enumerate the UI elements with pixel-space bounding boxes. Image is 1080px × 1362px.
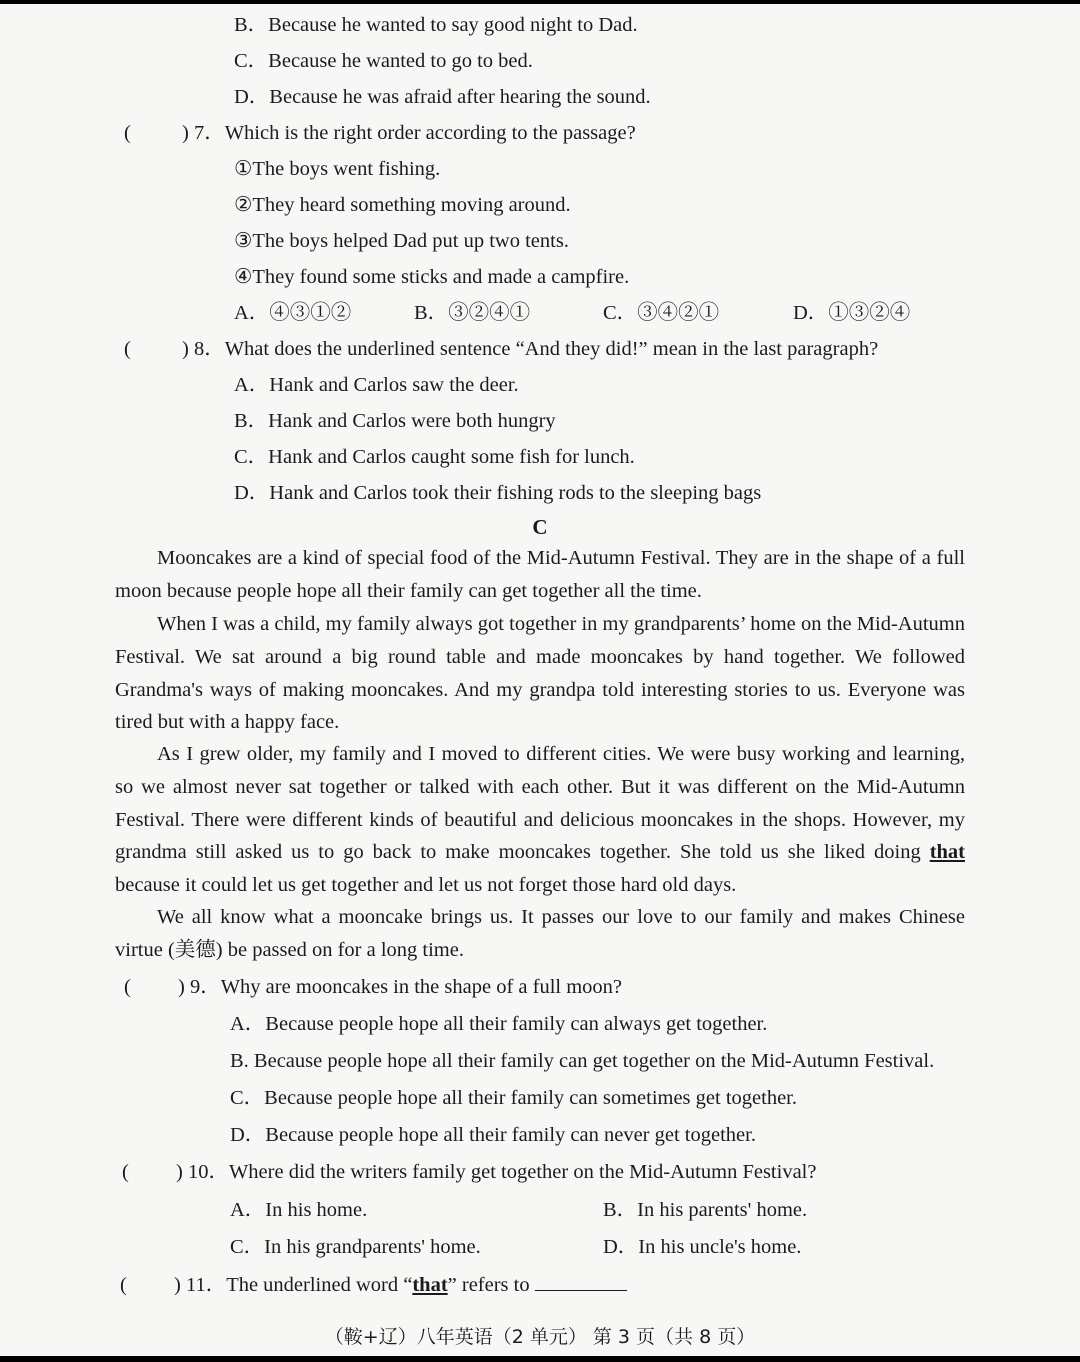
passage-paragraph-2-text: When I was a child, my family always got together in my grandparents’ home on the Mid-Autumn Festival. We sat around a big round table and made mooncakes by hand together. We followed Grandma's ways of making mooncakes. And my grandpa told interesting stories to us. Everyone was tired but with a happy face. bbox=[115, 613, 965, 734]
q8-answer-paren[interactable]: ( bbox=[124, 338, 131, 360]
q7-option-b: B．③②④① bbox=[414, 302, 531, 324]
q7-answer-paren[interactable]: ( bbox=[124, 122, 131, 144]
q11-stem-text: ) 11．The underlined word “ bbox=[174, 1274, 413, 1296]
passage-paragraph-1-text: Mooncakes are a kind of special food of the Mid-Autumn Festival. They are in the shape of a full moon because people hope all their family can get together all the time. bbox=[115, 547, 965, 602]
q7-option-a: A．④③①② bbox=[234, 302, 352, 324]
q11-answer-paren[interactable]: ( bbox=[120, 1274, 127, 1296]
q7-item-3: ③The boys helped Dad put up two tents. bbox=[234, 230, 569, 252]
q8-option-b: B．Hank and Carlos were both hungry bbox=[234, 410, 556, 432]
q11-answer-blank[interactable] bbox=[535, 1272, 627, 1291]
q8-option-c: C．Hank and Carlos caught some fish for lunch. bbox=[234, 446, 635, 468]
q6-option-d: D．Because he was afraid after hearing the sound. bbox=[234, 86, 651, 108]
passage-paragraph-3 bbox=[115, 738, 965, 902]
q8-option-a: A．Hank and Carlos saw the deer. bbox=[234, 374, 519, 396]
q9-stem: ) 9．Why are mooncakes in the shape of a full moon? bbox=[178, 976, 623, 998]
passage-paragraph-4 bbox=[115, 901, 965, 967]
q8-option-d: D．Hank and Carlos took their fishing rods to the sleeping bags bbox=[234, 482, 762, 504]
passage-paragraph-4-text: We all know what a mooncake brings us. It passes our love to our family and makes Chinese virtue (美德) be passed on for a long time. bbox=[115, 906, 965, 961]
q10-option-a: A．In his home. bbox=[230, 1199, 368, 1221]
q10-option-d: D．In his uncle's home. bbox=[603, 1236, 802, 1258]
q9-option-c: C．Because people hope all their family can sometimes get together. bbox=[230, 1087, 797, 1109]
q6-option-c: C．Because he wanted to go to bed. bbox=[234, 50, 533, 72]
underlined-word-that: that bbox=[929, 841, 965, 864]
q9-option-a: A．Because people hope all their family can always get together. bbox=[230, 1013, 768, 1035]
q10-option-c: C．In his grandparents' home. bbox=[230, 1236, 481, 1258]
q7-option-d: D．①③②④ bbox=[793, 302, 911, 324]
q7-stem: ) 7．Which is the right order according to the passage? bbox=[182, 122, 636, 144]
q9-answer-paren[interactable]: ( bbox=[124, 976, 131, 998]
q10-stem: ) 10．Where did the writers family get together on the Mid-Autumn Festival? bbox=[176, 1161, 817, 1183]
q7-item-4: ④They found some sticks and made a campfire. bbox=[234, 266, 630, 288]
passage-paragraph-2 bbox=[115, 608, 965, 739]
passage-heading: C bbox=[532, 515, 548, 539]
passage-paragraph-3-text-end: because it could let us get together and let us not forget those hard old days. bbox=[115, 874, 737, 897]
q11-stem bbox=[174, 1272, 627, 1298]
q7-option-c: C．③④②① bbox=[603, 302, 720, 324]
passage-paragraph-3-text: As I grew older, my family and I moved to different cities. We were busy working and learning, so we almost never sat together or talked with each other. But it was different on the Mid-Autumn Festival. There were different kinds of beautiful and delicious mooncakes in the shops. However, my grandma still asked us to go back to make mooncakes together. She told us she liked doing bbox=[115, 743, 965, 864]
q8-stem: ) 8．What does the underlined sentence “And they did!” mean in the last paragraph? bbox=[182, 338, 879, 360]
page-footer: （鞍+辽）八年英语（2 单元） 第 3 页（共 8 页） bbox=[324, 1326, 756, 1348]
q11-underlined-word: that bbox=[412, 1274, 448, 1296]
passage-paragraph-1 bbox=[115, 542, 965, 608]
exam-page bbox=[0, 4, 1080, 1356]
q7-item-2: ②They heard something moving around. bbox=[234, 194, 571, 216]
q9-option-b: B. Because people hope all their family can get together on the Mid-Autumn Festival. bbox=[230, 1050, 935, 1072]
q10-answer-paren[interactable]: ( bbox=[122, 1161, 129, 1183]
q11-stem-text-end: ” refers to bbox=[447, 1274, 535, 1296]
q9-option-d: D．Because people hope all their family can never get together. bbox=[230, 1124, 756, 1146]
q6-option-b: B．Because he wanted to say good night to Dad. bbox=[234, 14, 638, 36]
q10-option-b: B．In his parents' home. bbox=[603, 1199, 808, 1221]
q7-item-1: ①The boys went fishing. bbox=[234, 158, 441, 180]
